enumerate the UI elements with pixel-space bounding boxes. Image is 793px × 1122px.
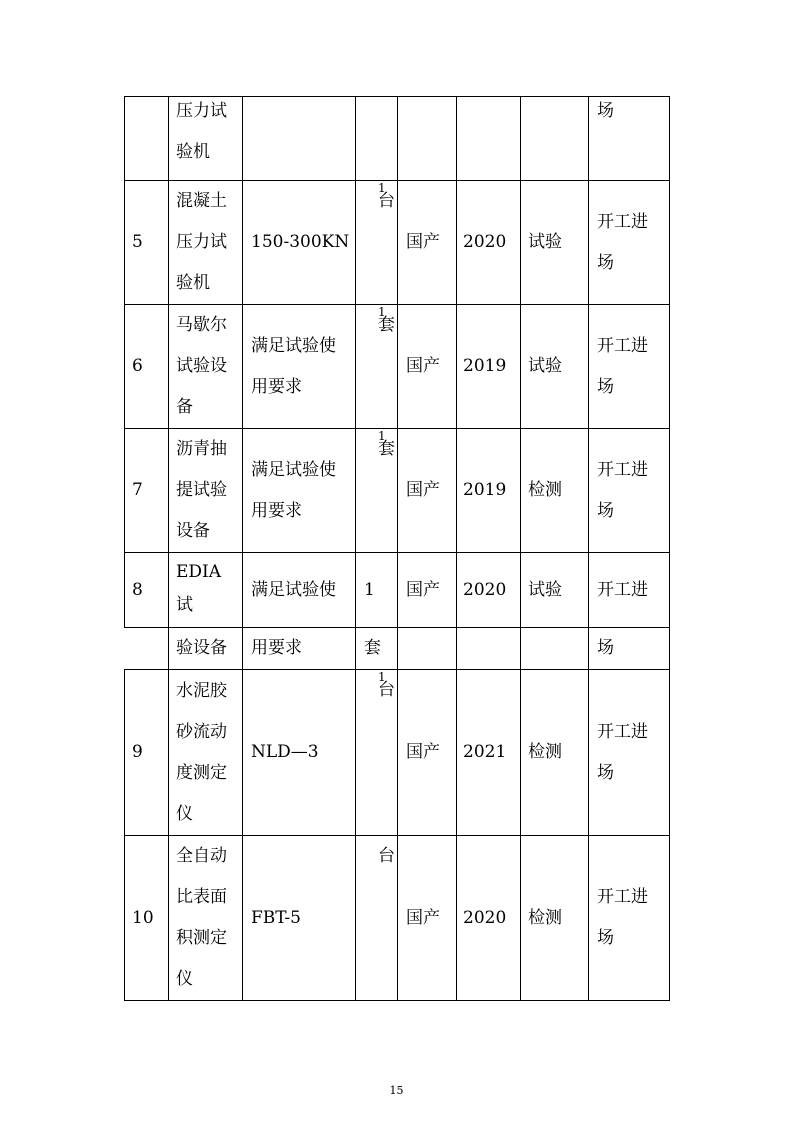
cell-use: 检测 — [521, 429, 589, 553]
cell-spec: 满足试验使 — [243, 553, 356, 628]
table-row — [125, 670, 670, 836]
table-row — [125, 628, 670, 670]
qty-unit: 台 — [378, 191, 395, 211]
equipment-table — [124, 96, 670, 1001]
cell-year: 2020 — [457, 553, 521, 628]
cell-qty — [356, 670, 398, 836]
table-row — [125, 305, 670, 429]
cell-spec: NLD—3 — [243, 670, 356, 836]
cell-qty — [356, 836, 398, 1001]
cell-origin — [398, 628, 457, 670]
table-row — [125, 429, 670, 553]
qty-unit: 套 — [378, 315, 395, 335]
cell-year: 2020 — [457, 181, 521, 305]
cell-origin: 国产 — [398, 305, 457, 429]
cell-qty: 套 — [356, 628, 398, 670]
cell-origin: 国产 — [398, 553, 457, 628]
page-number: 15 — [389, 1084, 404, 1097]
cell-use: 试验 — [521, 553, 589, 628]
cell-qty — [356, 305, 398, 429]
cell-use: 试验 — [521, 181, 589, 305]
cell-spec: 满足试验使 用要求 — [243, 429, 356, 553]
table-row — [125, 836, 670, 1001]
cell-no — [125, 97, 169, 181]
qty-mark: 1 — [378, 429, 386, 443]
cell-spec — [243, 97, 356, 181]
cell-use: 检测 — [521, 670, 589, 836]
cell-status: 场 — [589, 628, 670, 670]
cell-year: 2020 — [457, 836, 521, 1001]
cell-no: 6 — [125, 305, 169, 429]
cell-use: 检测 — [521, 836, 589, 1001]
cell-no — [125, 628, 169, 670]
cell-status: 开工进 场 — [589, 181, 670, 305]
cell-no: 8 — [125, 553, 169, 628]
cell-name: 水泥胶 砂流动 度测定 仪 — [169, 670, 243, 836]
cell-name: EDIA 试 — [169, 553, 243, 628]
cell-status: 开工进 场 — [589, 429, 670, 553]
cell-status: 场 — [589, 97, 670, 181]
cell-origin: 国产 — [398, 429, 457, 553]
cell-name: 沥青抽 提试验 设备 — [169, 429, 243, 553]
cell-spec: 150-300KN — [243, 181, 356, 305]
cell-use: 试验 — [521, 305, 589, 429]
cell-spec: FBT-5 — [243, 836, 356, 1001]
cell-qty — [356, 429, 398, 553]
table-row — [125, 181, 670, 305]
table-row — [125, 553, 670, 628]
qty-mark: 1 — [378, 670, 386, 684]
cell-status: 开工进 — [589, 553, 670, 628]
cell-qty — [356, 181, 398, 305]
cell-year: 2021 — [457, 670, 521, 836]
qty-unit: 台 — [378, 846, 395, 866]
cell-spec: 用要求 — [243, 628, 356, 670]
cell-origin: 国产 — [398, 670, 457, 836]
cell-no: 9 — [125, 670, 169, 836]
cell-origin: 国产 — [398, 181, 457, 305]
cell-name: 混凝土 压力试 验机 — [169, 181, 243, 305]
cell-year — [457, 628, 521, 670]
cell-no: 5 — [125, 181, 169, 305]
cell-status: 开工进 场 — [589, 836, 670, 1001]
qty-unit: 台 — [378, 680, 395, 700]
cell-name: 全自动 比表面 积测定 仪 — [169, 836, 243, 1001]
cell-use — [521, 628, 589, 670]
cell-qty — [356, 97, 398, 181]
cell-no: 7 — [125, 429, 169, 553]
cell-status: 开工进 场 — [589, 670, 670, 836]
qty-mark: 1 — [378, 305, 386, 319]
qty-unit: 套 — [378, 439, 395, 459]
cell-origin: 国产 — [398, 836, 457, 1001]
table-row — [125, 97, 670, 181]
cell-year: 2019 — [457, 429, 521, 553]
cell-year: 2019 — [457, 305, 521, 429]
cell-no: 10 — [125, 836, 169, 1001]
cell-origin — [398, 97, 457, 181]
cell-name: 压力试 验机 — [169, 97, 243, 181]
cell-name: 验设备 — [169, 628, 243, 670]
cell-name: 马歇尔 试验设 备 — [169, 305, 243, 429]
cell-year — [457, 97, 521, 181]
cell-status: 开工进 场 — [589, 305, 670, 429]
cell-qty: 1 — [356, 553, 398, 628]
cell-use — [521, 97, 589, 181]
cell-spec: 满足试验使 用要求 — [243, 305, 356, 429]
qty-mark: 1 — [378, 181, 386, 195]
